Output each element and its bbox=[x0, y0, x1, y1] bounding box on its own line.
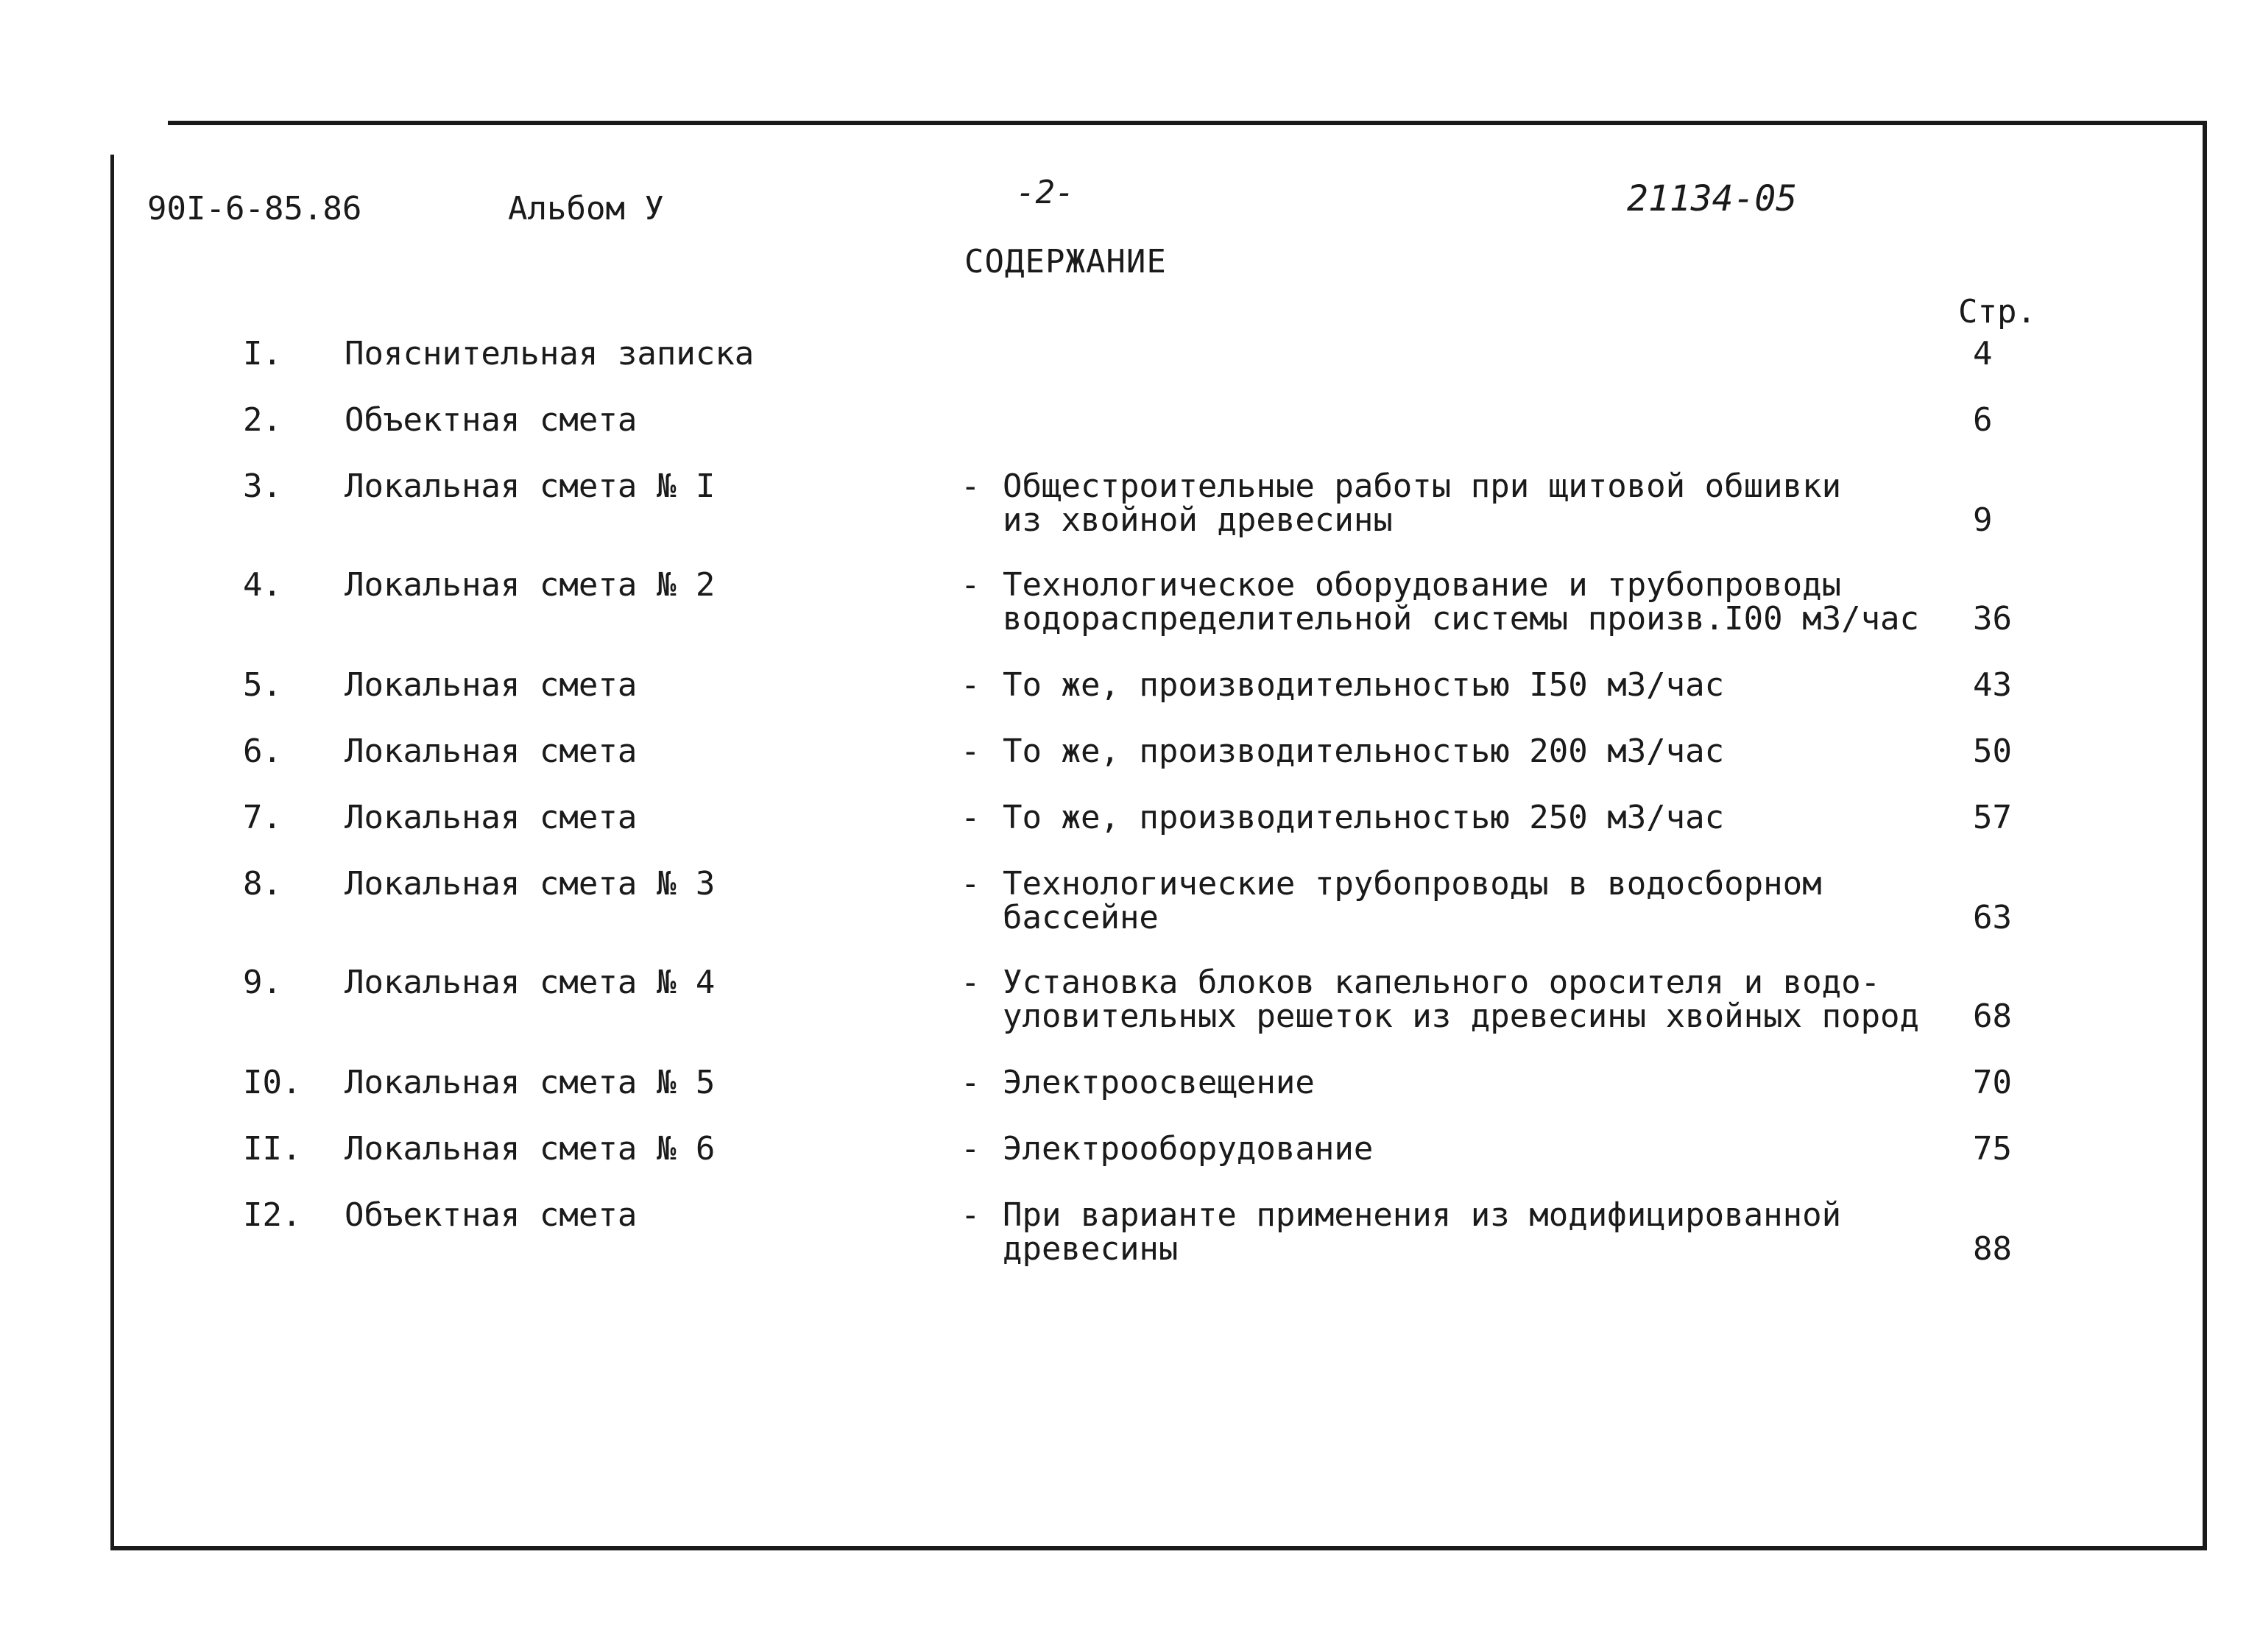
entry-page: 75 bbox=[1973, 1130, 2012, 1168]
entry-dash: - bbox=[961, 1064, 981, 1101]
entry-page: 43 bbox=[1973, 666, 2012, 704]
frame-top-border bbox=[168, 121, 2207, 125]
entry-page: 4 bbox=[1973, 335, 1993, 373]
entry-description: Технологические трубопроводы в водосборном бассейне bbox=[1003, 865, 1822, 936]
entry-name: Локальная смета № 3 bbox=[345, 865, 716, 903]
entry-number: I. bbox=[243, 335, 282, 373]
entry-description: То же, производительностью 200 м3/час bbox=[1003, 733, 1725, 770]
entry-page: 57 bbox=[1973, 799, 2012, 836]
frame-bottom-border bbox=[110, 1546, 2207, 1550]
document-code: 90I-6-85.86 bbox=[147, 190, 362, 227]
entry-number: I0. bbox=[243, 1064, 302, 1101]
entry-number: 9. bbox=[243, 964, 282, 1001]
entry-description: При варианте применения из модифицированной древесины bbox=[1003, 1196, 1842, 1268]
entry-name: Локальная смета № 6 bbox=[345, 1130, 716, 1168]
entry-number: 2. bbox=[243, 401, 282, 439]
entry-dash: - bbox=[961, 733, 981, 770]
entry-dash: - bbox=[961, 799, 981, 836]
entry-description: То же, производительностью I50 м3/час bbox=[1003, 666, 1725, 704]
entry-name: Локальная смета bbox=[345, 733, 638, 770]
entry-description: То же, производительностью 250 м3/час bbox=[1003, 799, 1725, 836]
entry-page: 50 bbox=[1973, 733, 2012, 770]
frame-right-border bbox=[2203, 121, 2207, 1550]
entry-name: Пояснительная записка bbox=[345, 335, 755, 373]
entry-number: 5. bbox=[243, 666, 282, 704]
entry-description: Электрооборудование bbox=[1003, 1130, 1374, 1168]
entry-description: Установка блоков капельного оросителя и водо- уловительных решеток из древесины хвойных пород bbox=[1003, 964, 1920, 1035]
document-number: 21134-05 bbox=[1627, 178, 1798, 219]
page-mark: -2- bbox=[1016, 174, 1075, 211]
entry-name: Локальная смета bbox=[345, 666, 638, 704]
entry-name: Локальная смета № 4 bbox=[345, 964, 716, 1001]
entry-number: 7. bbox=[243, 799, 282, 836]
entry-name: Локальная смета № 5 bbox=[345, 1064, 716, 1101]
entry-name: Локальная смета № 2 bbox=[345, 566, 716, 604]
entry-number: I2. bbox=[243, 1196, 302, 1234]
entry-page: 88 bbox=[1973, 1230, 2012, 1268]
entry-description: Технологическое оборудование и трубопроводы водораспределительной системы произв.I00 м3/час bbox=[1003, 566, 1920, 638]
entry-dash: - bbox=[961, 964, 981, 1001]
pages-column-header: Стр. bbox=[1958, 293, 2036, 331]
entry-number: 4. bbox=[243, 566, 282, 604]
entry-page: 6 bbox=[1973, 401, 1993, 439]
entry-dash: - bbox=[961, 467, 981, 505]
frame-left-border bbox=[110, 155, 114, 1550]
entry-dash: - bbox=[961, 666, 981, 704]
entry-name: Объектная смета bbox=[345, 1196, 638, 1234]
entry-dash: - bbox=[961, 566, 981, 604]
entry-number: 8. bbox=[243, 865, 282, 903]
entry-page: 36 bbox=[1973, 600, 2012, 638]
entry-page: 70 bbox=[1973, 1064, 2012, 1101]
entry-description: Общестроительные работы при щитовой обшивки из хвойной древесины bbox=[1003, 467, 1842, 539]
entry-dash: - bbox=[961, 1130, 981, 1168]
entry-name: Локальная смета bbox=[345, 799, 638, 836]
entry-name: Объектная смета bbox=[345, 401, 638, 439]
entry-description: Электроосвещение bbox=[1003, 1064, 1315, 1101]
entry-number: 6. bbox=[243, 733, 282, 770]
entry-page: 63 bbox=[1973, 899, 2012, 936]
entry-page: 9 bbox=[1973, 501, 1993, 539]
entry-dash: - bbox=[961, 865, 981, 903]
entry-dash: - bbox=[961, 1196, 981, 1234]
album-label: Альбом У bbox=[508, 190, 664, 227]
entry-page: 68 bbox=[1973, 998, 2012, 1035]
entry-number: II. bbox=[243, 1130, 302, 1168]
entry-name: Локальная смета № I bbox=[345, 467, 716, 505]
entry-number: 3. bbox=[243, 467, 282, 505]
page-title: СОДЕРЖАНИЕ bbox=[964, 243, 1167, 280]
